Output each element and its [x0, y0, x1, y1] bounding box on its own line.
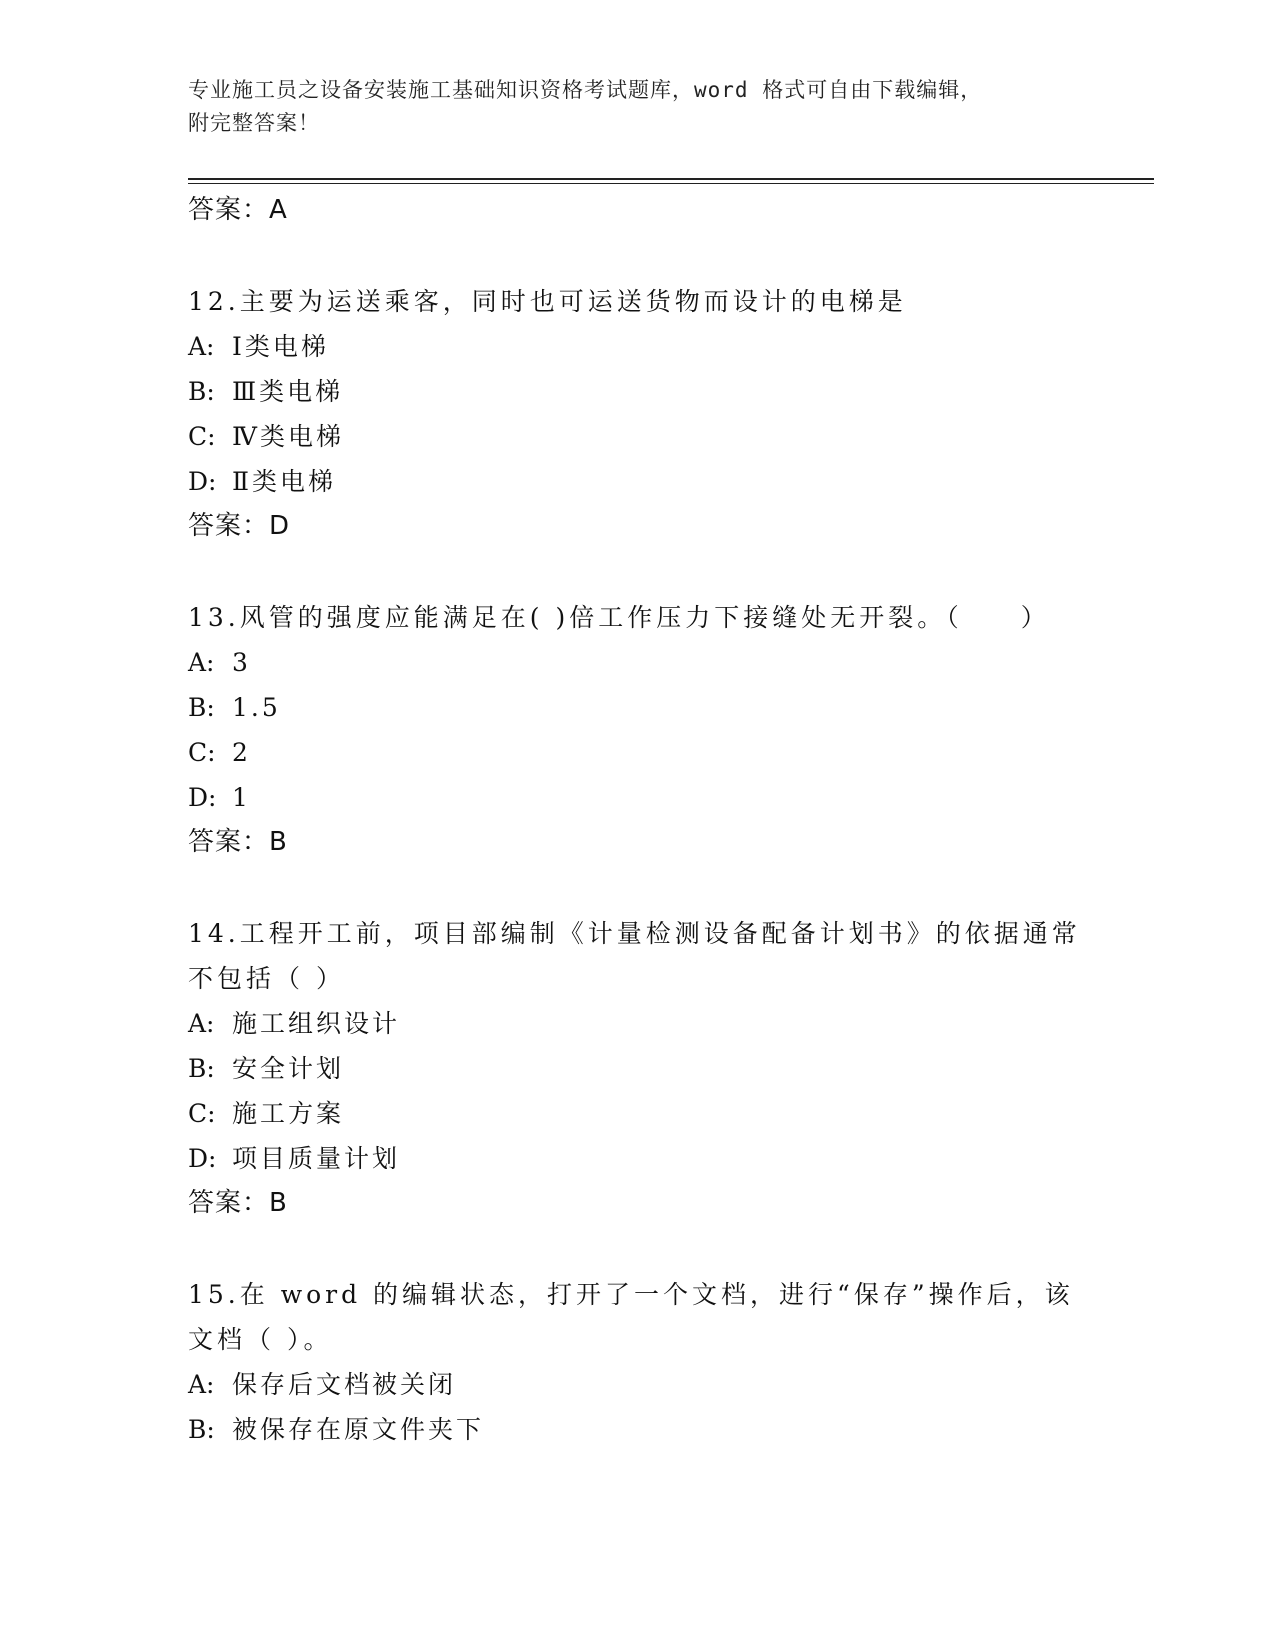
option-label: C:	[188, 738, 216, 767]
option-b	[188, 1407, 1088, 1452]
option-label: D:	[188, 1144, 217, 1173]
option-label: C:	[188, 422, 216, 451]
option-c	[188, 414, 1088, 459]
question-14	[188, 911, 1088, 1226]
answer-previous: 答案：A	[188, 195, 288, 225]
option-text: 被保存在原文件夹下	[232, 1415, 485, 1444]
answer: 答案：B	[188, 1188, 288, 1218]
question-stem-line-1: 14.工程开工前，项目部编制《计量检测设备配备计划书》的依据通常	[188, 919, 1081, 948]
spacer	[188, 233, 1088, 279]
option-label: A:	[188, 332, 215, 361]
answer: 答案：B	[188, 827, 288, 857]
option-label: A:	[188, 1370, 215, 1399]
option-text: 保存后文档被关闭	[232, 1370, 457, 1399]
option-text: 项目质量计划	[232, 1144, 401, 1173]
option-d	[188, 775, 1088, 820]
option-a	[188, 1001, 1088, 1046]
question-stem-line-2: 不包括（ ）	[188, 964, 345, 993]
option-text: 1.5	[232, 693, 281, 722]
answer: 答案：D	[188, 511, 291, 541]
option-text: 2	[232, 738, 251, 767]
question-list	[188, 188, 1088, 1452]
option-a	[188, 640, 1088, 685]
option-label: C:	[188, 1099, 216, 1128]
spacer	[188, 865, 1088, 911]
page-header	[188, 74, 1068, 140]
header-rule-thick	[188, 178, 1154, 180]
option-c	[188, 1091, 1088, 1136]
question-13	[188, 595, 1088, 865]
option-text: Ⅱ类电梯	[232, 467, 336, 496]
option-text: Ⅲ类电梯	[232, 377, 344, 406]
option-text: 施工方案	[232, 1099, 345, 1128]
option-b	[188, 685, 1088, 730]
option-text: 3	[232, 648, 251, 677]
option-label: B:	[188, 377, 215, 406]
question-stem-line-2: 文档（ ）。	[188, 1325, 333, 1354]
question-12	[188, 279, 1088, 549]
option-b	[188, 369, 1088, 414]
option-text: 施工组织设计	[232, 1009, 401, 1038]
spacer	[188, 549, 1088, 595]
option-label: A:	[188, 648, 215, 677]
option-text: Ⅰ类电梯	[232, 332, 329, 361]
option-c	[188, 730, 1088, 775]
option-text: 1	[232, 783, 251, 812]
option-b	[188, 1046, 1088, 1091]
option-label: D:	[188, 467, 217, 496]
option-label: B:	[188, 1415, 215, 1444]
header-line-1: 专业施工员之设备安装施工基础知识资格考试题库，word 格式可自由下载编辑，	[188, 78, 983, 102]
option-text: Ⅳ类电梯	[232, 422, 344, 451]
option-label: B:	[188, 1054, 215, 1083]
question-15	[188, 1272, 1088, 1452]
option-label: B:	[188, 693, 215, 722]
question-stem-line-1: 15.在 word 的编辑状态，打开了一个文档，进行“保存”操作后，该	[188, 1280, 1074, 1309]
option-text: 安全计划	[232, 1054, 345, 1083]
option-d	[188, 459, 1088, 504]
question-stem: 12.主要为运送乘客，同时也可运送货物而设计的电梯是	[188, 287, 907, 316]
header-line-2: 附完整答案！	[188, 111, 320, 135]
option-label: D:	[188, 783, 217, 812]
option-d	[188, 1136, 1088, 1181]
header-rule-thin	[188, 183, 1154, 184]
spacer	[188, 1226, 1088, 1272]
option-label: A:	[188, 1009, 215, 1038]
option-a	[188, 1362, 1088, 1407]
question-stem: 13.风管的强度应能满足在( )倍工作压力下接缝处无开裂。（ ）	[188, 603, 1050, 632]
option-a	[188, 324, 1088, 369]
